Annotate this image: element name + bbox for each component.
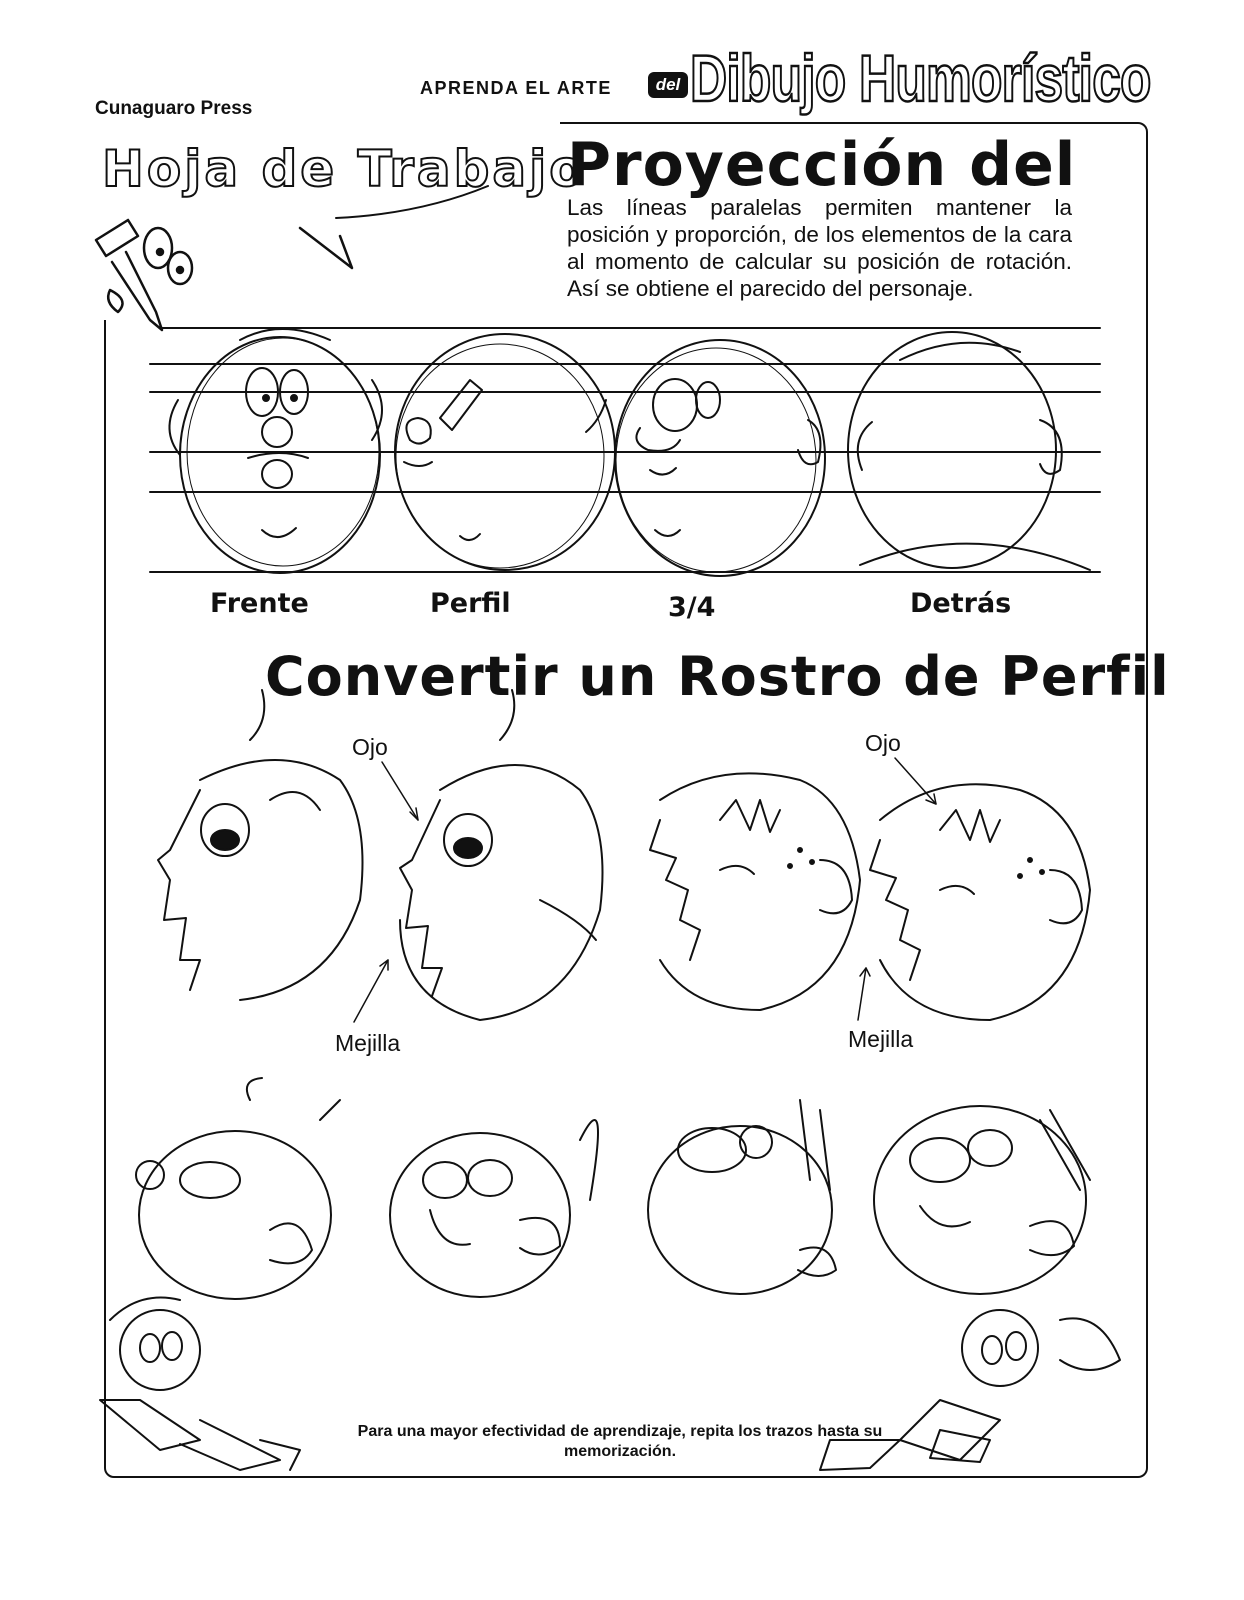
view-label-front: Frente <box>210 588 309 619</box>
callout-eye-right: Ojo <box>865 730 901 756</box>
callout-eye-left: Ojo <box>352 734 388 760</box>
character-heads-row <box>136 1078 1090 1299</box>
callout-arrows <box>354 758 936 1022</box>
pencil-mascot-illustration <box>96 186 488 330</box>
view-label-profile: Perfil <box>430 588 511 619</box>
footer-note: Para una mayor efectividad de aprendizaje, repita los trazos hasta su memorización. <box>357 1423 883 1460</box>
profile-conversion-row <box>158 690 1090 1020</box>
projection-guide-lines <box>150 328 1100 572</box>
callout-cheek-left: Mejilla <box>335 1030 401 1056</box>
series-title: Dibujo Humorístico <box>690 41 1151 115</box>
publisher-name: Cunaguaro Press <box>95 98 253 119</box>
view-label-three-quarter: 3/4 <box>668 592 716 623</box>
section2-title: Convertir un Rostro de Perfil <box>265 645 1170 708</box>
worksheet-title: Hoja de Trabajo <box>102 140 587 198</box>
section1-description: Las líneas paralelas permiten mantener la posición y proporción, de los elementos de la cara al momento de calcular su posición de rotación. Así se obtiene el parecido del personaje. <box>567 195 1072 301</box>
view-label-back: Detrás <box>910 588 1012 619</box>
series-connector: del <box>648 72 688 98</box>
head-three-quarter-sketch <box>615 340 825 576</box>
series-intro: APRENDA EL ARTE <box>420 78 612 98</box>
callout-cheek-right: Mejilla <box>848 1026 914 1052</box>
section1-title: Proyección del <box>567 130 1077 200</box>
